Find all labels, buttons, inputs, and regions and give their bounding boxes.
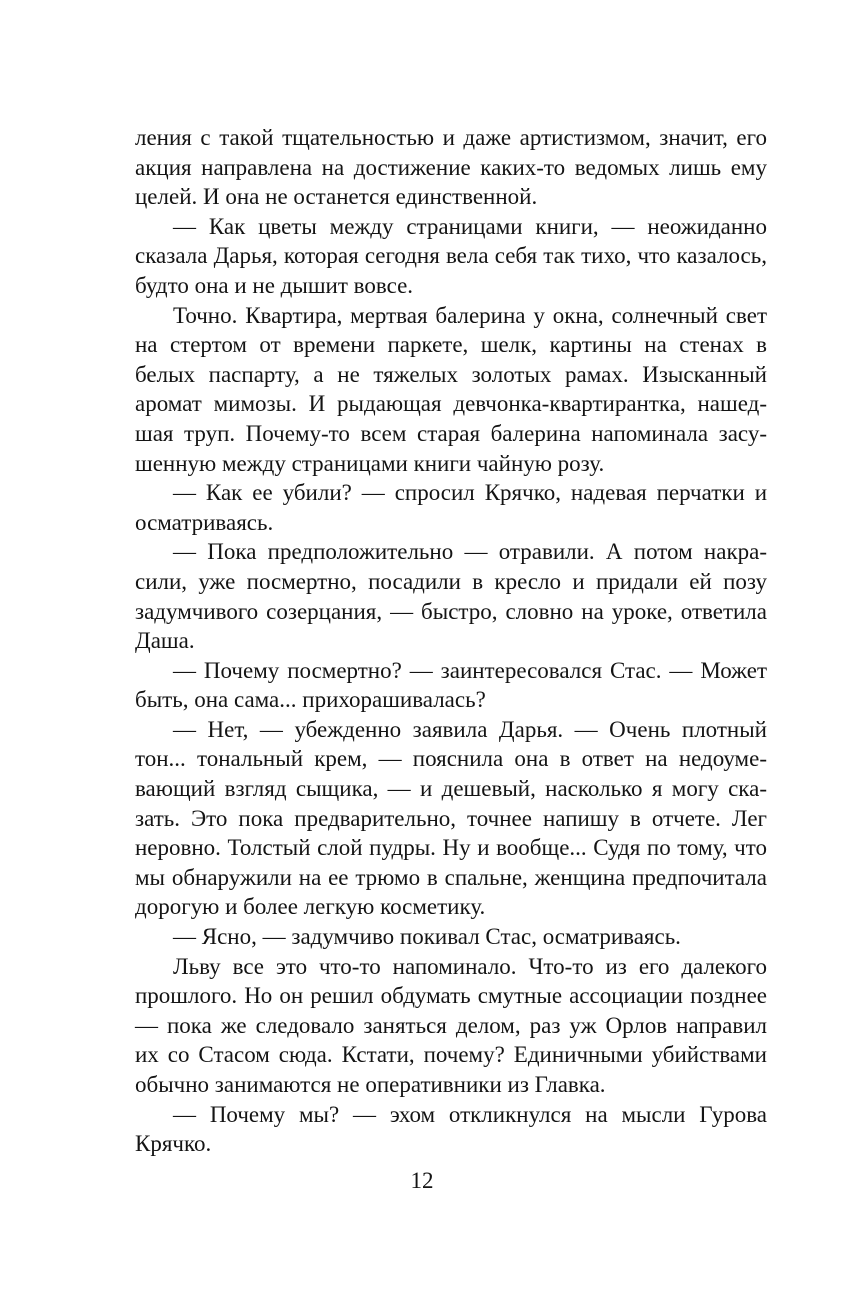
paragraph: — Ясно, — задумчиво покивал Стас, осматриваясь. xyxy=(173,924,681,950)
paragraph: — Как ее убили? — спросил Крячко, надевая перчатки и осматриваясь. xyxy=(135,480,767,535)
paragraph: — Нет, — убежденно заявила Дарья. — Очень плотный тон... тональный крем, — пояснила она в ответ на недоумевающий взгляд сыщика, — и дешевый, насколько я могу сказать. Это пока предварительно, точнее напишу в отчете. Лег неровно. Толстый слой пудры. Ну и вообще... Судя по тому, что мы обнаружили на ее трюмо в спальне, женщина предпочитала дорогую и более легкую косметику. xyxy=(135,716,767,920)
paragraph: Льву все это что-то напоминало. Что-то из его далекого прошлого. Но он решил обдумать смутные ассоциации позднее — пока же следовало заняться делом, раз уж Орлов направил их со Стасом сюда. Кстати, почему? Единичными убийствами обычно занимаются не оперативники из Главка. xyxy=(135,953,767,1097)
body-text xyxy=(135,123,767,1159)
paragraph: Точно. Квартира, мертвая балерина у окна, солнечный свет на стертом от времени паркете, шелк, картины на стенах в белых паспарту, а не тяжелых золотых рамах. Изысканный аромат мимозы. И рыдающая девчонка-квартирантка, нашедшая труп. Почему-то всем старая балерина напоминала засушенную между страницами книги чайную розу. xyxy=(135,302,767,476)
page-number: 12 xyxy=(410,1168,434,1193)
paragraph: — Почему посмертно? — заинтересовался Стас. — Может быть, она сама... прихорашивалась? xyxy=(135,657,767,713)
paragraph: — Пока предположительно — отравили. А потом накрасили, уже посмертно, посадили в кресло и придали ей позу задумчивого созерцания, — быстро, словно на уроке, ответила Даша. xyxy=(135,539,767,654)
paragraph: ления с такой тщательностью и даже артистизмом, значит, его акция направлена на достижение каких-то ведомых лишь ему целей. И она не останется единственной. xyxy=(135,125,767,210)
paragraph: — Почему мы? — эхом откликнулся на мысли Гурова Крячко. xyxy=(135,1101,767,1157)
paragraph: — Как цветы между страницами книги, — неожиданно сказала Дарья, которая сегодня вела себя так тихо, что казалось, будто она и не дышит вовсе. xyxy=(135,213,767,298)
